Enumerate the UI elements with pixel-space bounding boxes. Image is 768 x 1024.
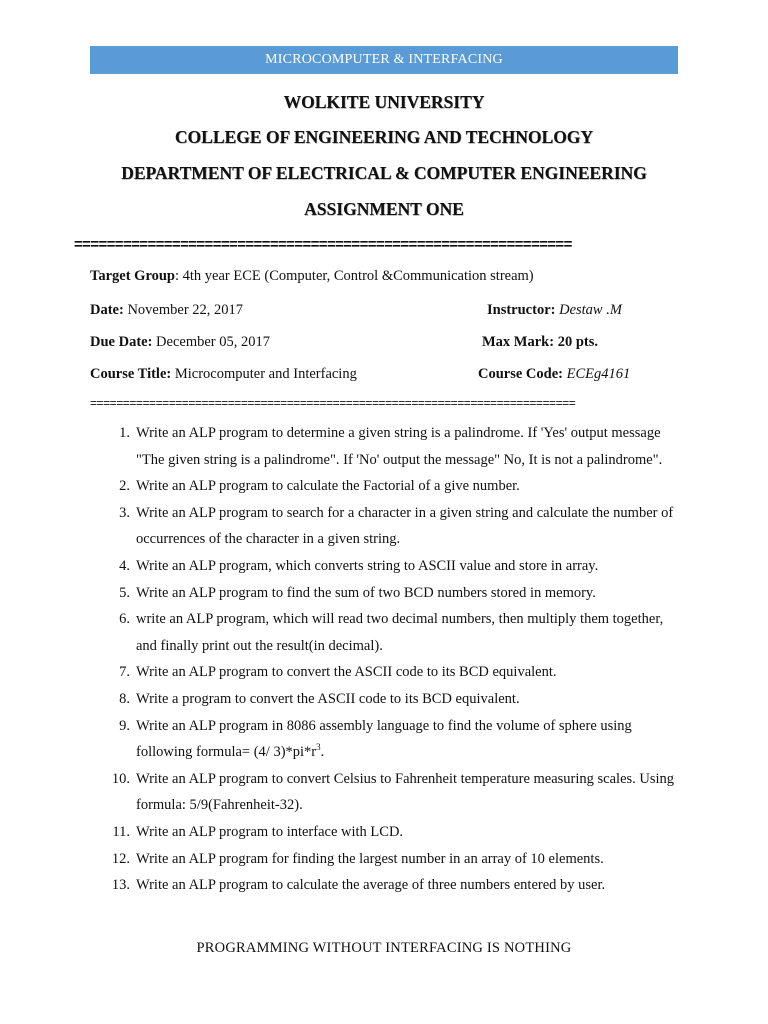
target-label: Target Group [90, 268, 175, 284]
question-text: Write a program to convert the ASCII code to its BCD equivalent. [136, 690, 520, 707]
due-date-field [90, 334, 270, 351]
question-number: 1. [119, 425, 130, 441]
question-text: Write an ALP program for finding the largest number in an array of 10 elements. [136, 850, 604, 867]
question-number: 4. [119, 557, 130, 574]
question-text: Write an ALP program to convert the ASCII code to its BCD equivalent. [136, 664, 557, 681]
target-value: : 4th year ECE (Computer, Control &Communication stream) [175, 268, 534, 284]
list-item [90, 819, 680, 846]
assignment-title: ASSIGNMENT ONE [304, 199, 464, 219]
question-text: Write an ALP program to search for a character in a given string and calculate the number of occurrences of the character in a given string. [136, 504, 674, 548]
course-title-field [90, 366, 357, 383]
course-title-label: Course Title: [90, 366, 172, 382]
list-item [90, 686, 680, 713]
list-item [90, 580, 680, 607]
question-text: Write an ALP program to determine a given string is a palindrome. If 'Yes' output message "The given string is a palindrome". If 'No' output the message" No, It is not a palindrome". [136, 425, 663, 468]
question-number: 10. [111, 770, 130, 787]
due-value: December 05, 2017 [152, 334, 270, 350]
list-item [90, 500, 680, 553]
question-number: 7. [119, 664, 130, 681]
question-text: Write an ALP program to calculate the Factorial of a give number. [136, 478, 520, 495]
question-number: 9. [119, 717, 130, 734]
department-title: DEPARTMENT OF ELECTRICAL & COMPUTER ENGINEERING [121, 163, 647, 183]
list-item [90, 473, 680, 500]
list-item [90, 766, 680, 819]
list-item [90, 606, 680, 659]
college-title: COLLEGE OF ENGINEERING AND TECHNOLOGY [174, 127, 594, 147]
question-text: write an ALP program, which will read two decimal numbers, then multiply them together, and finally print out the result(in decimal). [136, 611, 664, 654]
list-item [90, 713, 680, 766]
list-item [90, 553, 680, 580]
course-code-value: ECEg4161 [562, 366, 631, 382]
list-item [90, 420, 680, 473]
question-number: 3. [119, 504, 130, 521]
question-text: Write an ALP program to interface with LCD. [136, 823, 404, 840]
course-code-field [478, 366, 630, 383]
question-tail: . [320, 744, 325, 761]
list-item [90, 846, 680, 873]
list-item [90, 872, 680, 899]
question-number: 6. [119, 611, 130, 628]
footer-motto: PROGRAMMING WITHOUT INTERFACING IS NOTHING [196, 940, 572, 956]
question-text: Write an ALP program, which converts string to ASCII value and store in array. [136, 557, 599, 574]
question-number: 2. [119, 478, 130, 495]
date-field [90, 302, 243, 319]
date-label: Date: [90, 302, 124, 318]
question-number: 13. [111, 877, 130, 894]
question-number: 5. [119, 584, 130, 601]
exponent: 3 [316, 742, 321, 753]
due-label: Due Date: [90, 334, 153, 350]
instructor-label: Instructor: [487, 302, 556, 318]
instructor-value: Destaw .M [555, 302, 622, 318]
question-text: Write an ALP program in 8086 assembly language to find the volume of sphere using following formula= (4/ 3)*pi*r [136, 717, 632, 761]
separator-top: ============================================================= [74, 236, 572, 253]
course-code-label: Course Code: [478, 366, 563, 382]
question-text: Write an ALP program to convert Celsius to Fahrenheit temperature measuring scales. Using formula: 5/9(Fahrenheit-32). [136, 770, 675, 814]
question-number: 12. [111, 850, 130, 867]
separator-bottom: ========================================================================== [90, 396, 576, 410]
header-banner: MICROCOMPUTER & INTERFACING [90, 46, 678, 74]
target-group [90, 268, 534, 285]
list-item [90, 659, 680, 686]
university-title: WOLKITE UNIVERSITY [283, 92, 485, 112]
question-text: Write an ALP program to find the sum of two BCD numbers stored in memory. [136, 584, 596, 601]
question-list [90, 420, 680, 899]
question-number: 11. [112, 823, 130, 840]
instructor-field [487, 302, 622, 319]
course-title-value: Microcomputer and Interfacing [171, 366, 357, 382]
max-mark-field [482, 334, 598, 351]
date-value: November 22, 2017 [123, 302, 244, 318]
question-text: Write an ALP program to calculate the average of three numbers entered by user. [136, 877, 606, 894]
maxmark-label: Max Mark: 20 pts. [482, 334, 598, 350]
question-number: 8. [119, 690, 130, 707]
